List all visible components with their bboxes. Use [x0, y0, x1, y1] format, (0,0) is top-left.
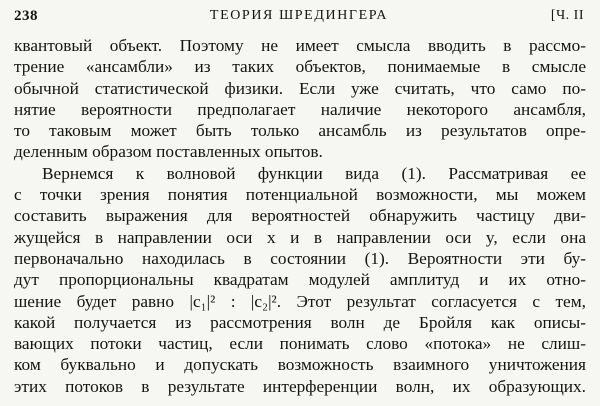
text-line: ком буквально и допускать возможность взаимного уничтожения: [14, 355, 586, 375]
text-line: квантовый объект. Поэтому не имеет смысла вводить в рассмо-: [14, 36, 586, 55]
text-line: первоначально находилась в состоянии (1). Вероятности эти бу-: [14, 248, 586, 268]
text-line: деленным образом поставленных опытов.: [14, 142, 323, 162]
text-line: какой получается из рассмотрения волн де Бройля как описы-: [14, 312, 586, 332]
text-line: дут пропорциональны квадратам модулей амплитуд и их отно-: [14, 270, 586, 290]
text-line: трение «ансамбли» из таких объектов, понимаемые в смысле: [14, 57, 586, 77]
text-line: шение будет равно |c₁|² : |c₂|². Этот результат согласуется с тем,: [14, 291, 586, 311]
page-header: [14, 8, 584, 32]
paragraph-1: [14, 35, 586, 163]
body-text: [14, 35, 586, 397]
text-line: то таковым может быть только ансамбль из результатов опре-: [14, 121, 586, 141]
text-line: с точки зрения понятия потенциальной возможности, мы можем: [14, 185, 586, 205]
text-line: обычной статистической физики. Если уже считать, что само по-: [14, 78, 586, 98]
chapter-label: [Ч. II: [550, 8, 584, 23]
text-line: вающих потоки частиц, если понимать слово «потока» не слиш-: [14, 334, 586, 354]
paragraph-2: [14, 163, 586, 397]
page-number: 238: [14, 8, 38, 24]
text-line: этих потоков в результате интерференции волн, их образующих.: [14, 376, 586, 396]
text-line: Вернемся к волновой функции вида (1). Рассматривая ее: [42, 163, 586, 183]
text-line: составить выражения для вероятностей обнаружить частицу дви-: [14, 206, 586, 226]
text-line: нятие вероятности предполагает наличие некоторого ансамбля,: [14, 99, 586, 119]
text-line: жущейся в направлении оси x и в направлении оси y, если она: [14, 227, 586, 247]
running-title: ТЕОРИЯ ШРЕДИНГЕРА: [209, 8, 389, 23]
